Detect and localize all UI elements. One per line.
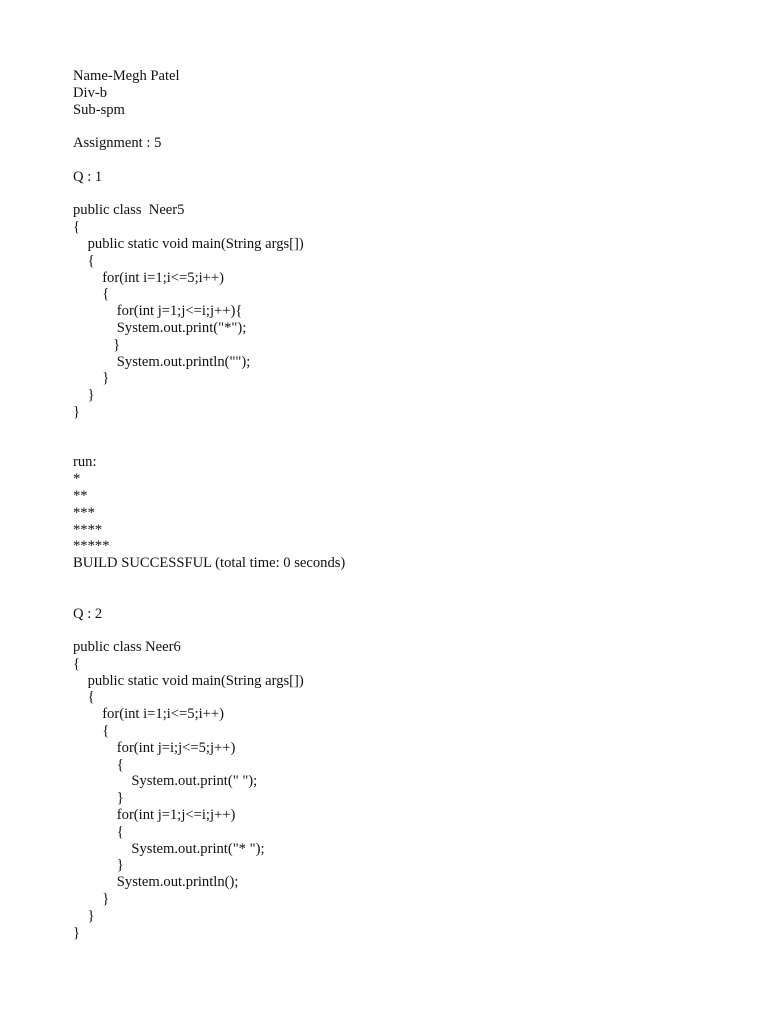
document-line: } [73, 891, 110, 908]
document-line: System.out.println(); [73, 874, 239, 891]
document-line: Sub-spm [73, 101, 125, 118]
document-line [73, 589, 733, 606]
document-line: Div-b [73, 84, 108, 101]
document-line: { [73, 723, 110, 740]
document-line: ***** [73, 538, 110, 555]
document-line: } [73, 907, 95, 924]
document-line: ** [73, 487, 88, 504]
document-line: Q : 2 [73, 605, 103, 622]
document-line: public class Neer6 [73, 639, 181, 656]
document-line [73, 572, 733, 589]
document-line: } [73, 370, 110, 387]
document-line: for(int j=i;j<=5;j++) [73, 739, 236, 756]
document-line: System.out.print(" "); [73, 773, 258, 790]
document-line [73, 438, 733, 455]
document-line: { [73, 756, 124, 773]
document-line [73, 421, 733, 438]
document-line: run: [73, 454, 97, 471]
document-line: } [73, 336, 121, 353]
document-line: for(int i=1;i<=5;i++) [73, 269, 224, 286]
document-line: } [73, 790, 124, 807]
document-line [73, 118, 733, 135]
document-line: System.out.println(""); [73, 353, 251, 370]
document-line: **** [73, 521, 103, 538]
document-line [73, 152, 733, 169]
document-line: { [73, 286, 110, 303]
document-line: { [73, 219, 81, 236]
document-line: *** [73, 504, 95, 521]
document-line: System.out.print("*"); [73, 319, 247, 336]
document-line: } [73, 387, 95, 404]
document-line: Name-Megh Patel [73, 68, 180, 84]
document-line: { [73, 252, 95, 269]
document-line: System.out.print("* "); [73, 840, 265, 857]
document-line: } [73, 403, 81, 420]
document-line: { [73, 823, 124, 840]
document-body [73, 68, 733, 941]
document-line: { [73, 689, 95, 706]
document-line: } [73, 924, 81, 941]
document-line: public static void main(String args[]) [73, 672, 304, 689]
document-line: * [73, 471, 81, 488]
document-line: Assignment : 5 [73, 135, 162, 152]
document-line: for(int j=1;j<=i;j++) [73, 807, 236, 824]
document-line [73, 186, 733, 203]
document-line: for(int i=1;i<=5;i++) [73, 706, 224, 723]
document-line: { [73, 655, 81, 672]
document-line: } [73, 857, 124, 874]
document-line: for(int j=1;j<=i;j++){ [73, 303, 243, 320]
document-line [73, 622, 733, 639]
document-line: public class Neer5 [73, 202, 185, 219]
document-line: Q : 1 [73, 168, 103, 185]
document-line: BUILD SUCCESSFUL (total time: 0 seconds) [73, 555, 346, 572]
document-line: public static void main(String args[]) [73, 235, 304, 252]
